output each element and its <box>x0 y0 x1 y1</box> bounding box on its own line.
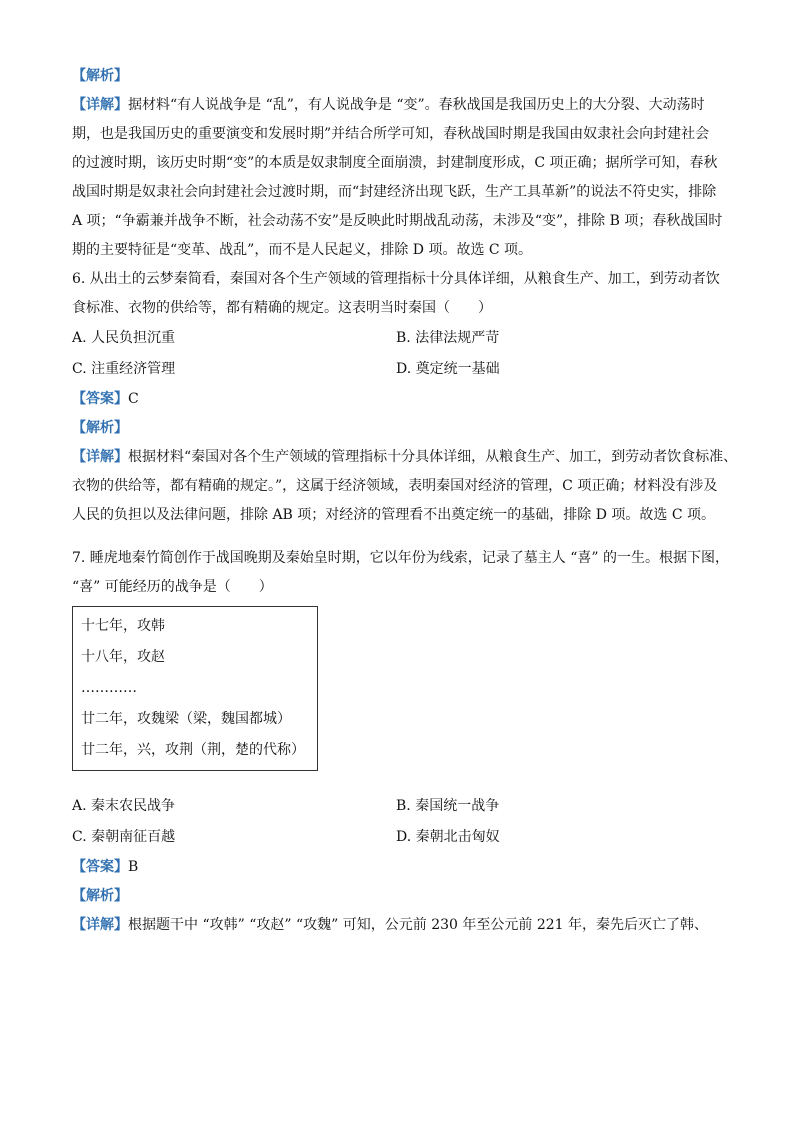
excerpt-line: 廿二年，攻魏梁（梁，魏国都城） <box>81 711 291 727</box>
detail-line: 人民的负担以及法律问题，排除 AB 项；对经济的管理看不出奠定统一的基础，排除 D 项。故选 C 项。 <box>72 507 716 523</box>
spacer <box>72 777 732 791</box>
option-d: D. 奠定统一基础 <box>396 361 500 377</box>
answer-value: C <box>128 391 139 407</box>
answer-tag: 【答案】 <box>72 859 128 875</box>
detail-text: 根据题干中 “攻韩” “攻赵” “攻魏” 可知，公元前 230 年至公元前 221 年，秦先后灭亡了韩、 <box>128 917 708 933</box>
question-stem: 7. 睡虎地秦竹简创作于战国晚期及秦始皇时期，它以年份为线索，记录了墓主人 “喜” 的一生。根据下图， <box>72 550 730 566</box>
analysis-tag: 【解析】 <box>72 888 128 904</box>
detail-tag: 【详解】 <box>72 917 128 933</box>
detail-line: 的过渡时期，该历史时期“变”的本质是奴隶制度全面崩溃，封建制度形成，C 项正确；据所学可知，春秋 <box>72 155 718 171</box>
document-page <box>72 62 738 940</box>
option-c: C. 注重经济管理 <box>72 361 176 377</box>
excerpt-line: 廿二年，兴，攻荆（荆，楚的代称） <box>81 742 305 758</box>
option-d: D. 秦朝北击匈奴 <box>396 829 500 845</box>
answer-tag: 【答案】 <box>72 391 128 407</box>
analysis-tag: 【解析】 <box>72 420 128 436</box>
detail-line <box>72 911 732 940</box>
option-row <box>72 822 732 853</box>
option-c: C. 秦朝南征百越 <box>72 829 176 845</box>
spacer <box>72 530 732 544</box>
analysis-heading <box>72 414 732 443</box>
bamboo-slip-excerpt-box <box>72 606 318 771</box>
option-row <box>72 354 732 385</box>
answer-line <box>72 385 732 414</box>
excerpt-line: 十七年，攻韩 <box>81 618 165 634</box>
option-row <box>72 791 732 822</box>
option-b: B. 法律法规严苛 <box>396 330 500 346</box>
question-stem: “喜” 可能经历的战争是（ ） <box>72 579 273 595</box>
option-a: A. 秦末农民战争 <box>72 798 176 814</box>
detail-text: 根据材料“秦国对各个生产领域的管理指标十分具体详细，从粮食生产、加工，到劳动者饮食标准、 <box>128 449 738 465</box>
analysis-heading <box>72 882 732 911</box>
question-stem: 6. 从出土的云梦秦简看，秦国对各个生产领域的管理指标十分具体详细，从粮食生产、加工，到劳动者饮 <box>72 271 720 287</box>
detail-tag: 【详解】 <box>72 449 128 465</box>
question-stem: 食标准、衣物的供给等，都有精确的规定。这表明当时秦国（ ） <box>72 300 492 316</box>
answer-line <box>72 853 732 882</box>
analysis-heading <box>72 62 732 91</box>
detail-line: 衣物的供给等，都有精确的规定。”，这属于经济领域，表明秦国对经济的管理，C 项正确；材料没有涉及 <box>72 478 718 494</box>
answer-value: B <box>128 859 139 875</box>
excerpt-line: 十八年，攻赵 <box>81 649 165 665</box>
detail-line: 期，也是我国历史的重要演变和发展时期”并结合所学可知，春秋战国时期是我国由奴隶社会向封建社会 <box>72 126 710 142</box>
detail-line <box>72 91 732 120</box>
detail-text: 据材料“有人说战争是 “乱”，有人说战争是 “变”。春秋战国是我国历史上的大分裂、大动荡时 <box>128 97 705 113</box>
option-a: A. 人民负担沉重 <box>72 330 176 346</box>
detail-line: A 项；“争霸兼并战争不断，社会动荡不安”是反映此时期战乱动荡，未涉及“变”，排除 B 项；春秋战国时 <box>72 213 723 229</box>
detail-line: 期的主要特征是“变革、战乱”，而不是人民起义，排除 D 项。故选 C 项。 <box>72 242 533 258</box>
detail-line: 战国时期是奴隶社会向封建社会过渡时期，而“封建经济出现飞跃，生产工具革新”的说法不符史实，排除 <box>72 184 717 200</box>
analysis-tag: 【解析】 <box>72 68 128 84</box>
option-b: B. 秦国统一战争 <box>396 798 500 814</box>
detail-line <box>72 443 738 472</box>
option-row <box>72 323 732 354</box>
detail-tag: 【详解】 <box>72 97 128 113</box>
excerpt-ellipsis: ………… <box>81 680 137 696</box>
